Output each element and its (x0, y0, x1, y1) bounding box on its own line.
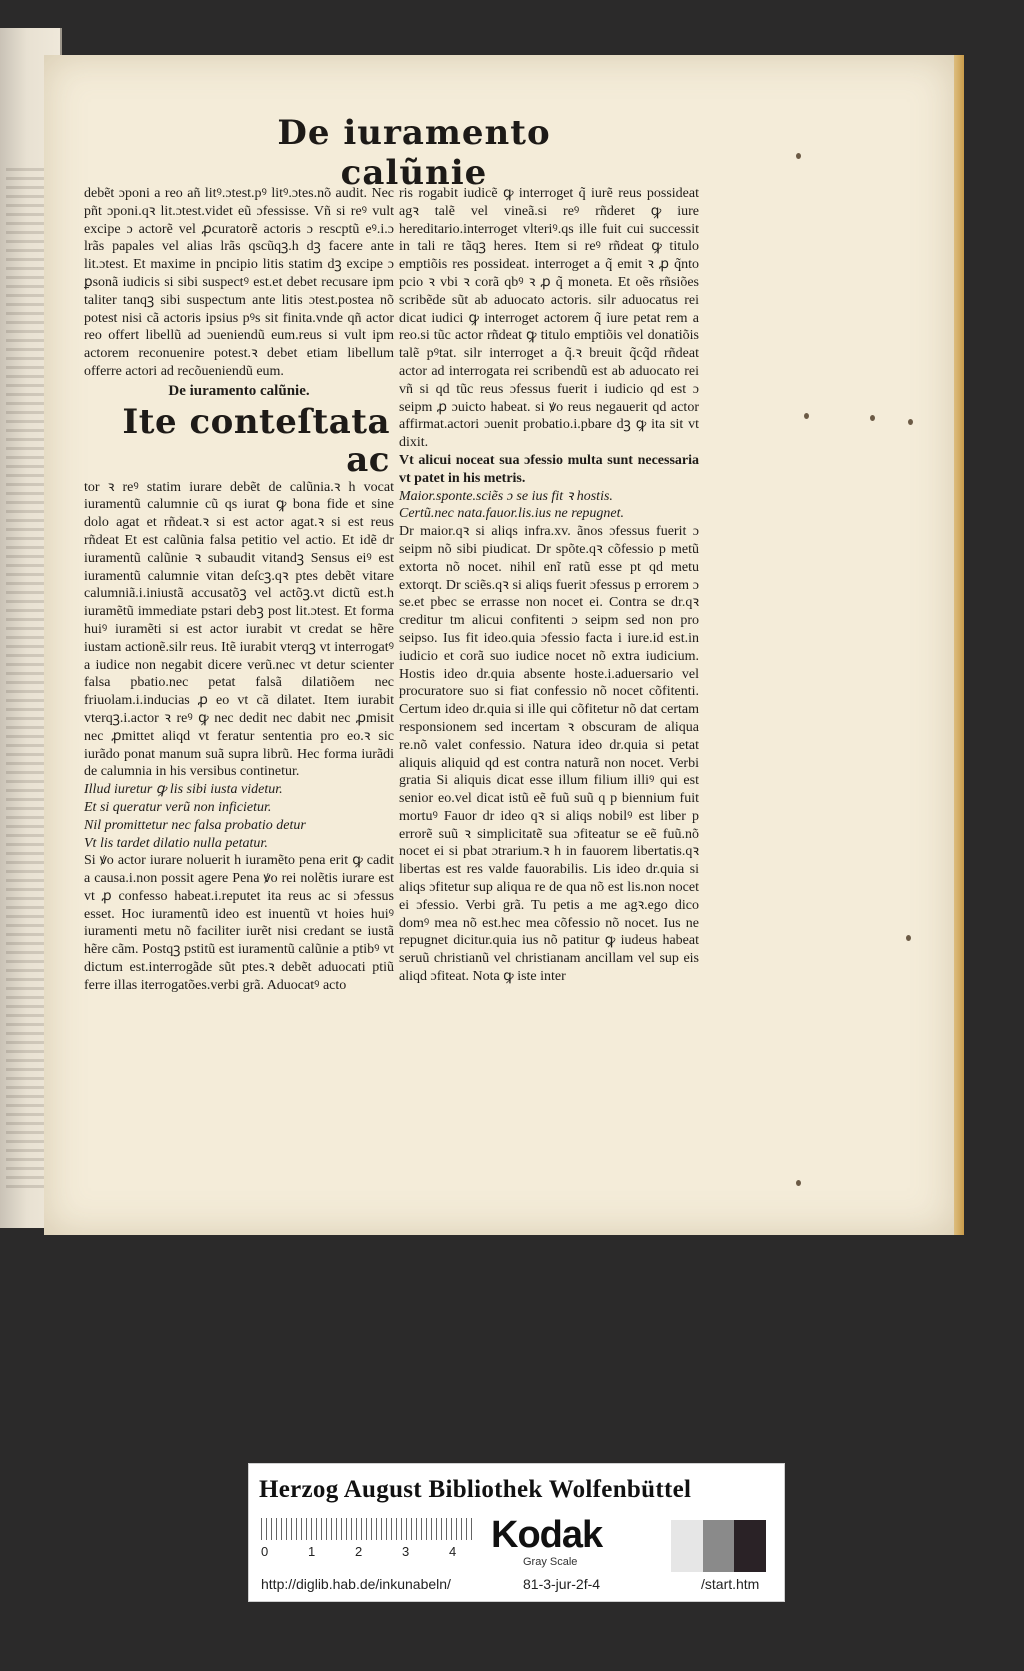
verse-line: Maior.sponte.sciẽs ɔ se ius fit ꝛ hostis. (399, 488, 613, 504)
start-path: /start.htm (701, 1576, 760, 1592)
section-subheading: De iuramento calũnie. (168, 382, 310, 399)
wormhole-mark (804, 413, 809, 419)
right-subparagraph: Vt alicui noceat sua ɔfessio multa sunt necessaria vt patet in his metris. (399, 452, 699, 486)
swatch-light (671, 1520, 703, 1572)
ruler-number: 4 (449, 1544, 457, 1559)
left-paragraph-1: debẽt ɔponi a reo añ litꝰ.ɔtest.pꝰ litꝰ.ɔtes.nõ audit. Nec pñt ɔponi.qꝛ lit.ɔtest.videt eũ ɔfessisse. Vñ si reꝰ vult excipe ɔ actorẽ vel ꝓcuratorẽ actoris ɔ rescptũ eꝰ.i.ɔ lrãs papales vel alias lrãs qscũqꝫ.h dꝫ facere ante lit.ɔtest. Et maxime in pncipio litis statim dꝫ excipe ɔ ꝑsonã iudicis si sibi suspectꝰ est.et debet recusare ipm taliter tanqꝫ sibi suspectum ante litis ɔtest.postea nõ potest nisi cã actoris ipsius pꝰs sit finita.vnde qñ actor reo offert libellũ ad ɔueniendũ eum.reus si vult ipm actorem reconuenire potest.ꝛ debet etiam libellum offerre actori ad recõueniendũ eum. (84, 186, 394, 379)
right-paragraph-1: ris rogabit iudicẽ ꝙ interroget q̃ iurẽ reus possideat agꝛ talẽ vel vineã.si reꝰ rñderet ꝙ iure hereditario.interroget vlteriꝰ.qs ille fuit cui successit in tali re tãqꝫ heres. Item si reꝰ rñdeat ꝙ titulo emptiõis res possideat. interroget a q̃ emit ꝛ ꝓ q̃nto pcio ꝛ vbi ꝛ corã qbꝰ ꝛ ꝓ q̃ moneta. Et oẽs rñsiões scribẽde sũt ab aduocato actoris. silr aduocatus rei dicat iudici ꝙ interroget actorem q̃ iure petat rem a reo.si tũc actor rñdeat ꝙ titulo emptiõis vel donatiõis talẽ pꝰtat. silr interroget a q̃.ꝛ breuit q̃cq̃d rñdeat actor ad interrogata rei scribendũ est ab aduocato rei vñ si qd tũc reus ɔfessus fuerit i iudicio qd est ɔ seipm ꝓ ɔuicto habeat. si ꝟo reus negauerit qd actor affirmat.actori ɔuenit probatio.i.pbare dꝫ ꝙ ita sit vt dixit. (399, 186, 699, 451)
ruler-number: 1 (308, 1544, 316, 1559)
library-url: http://diglib.hab.de/inkunabeln/ (261, 1576, 451, 1592)
color-reference-card (248, 1463, 785, 1602)
page-heading: De iuramento calũnie (277, 113, 551, 193)
swatch-dark (734, 1520, 766, 1572)
right-text-column (399, 185, 699, 986)
gray-scale-swatches (671, 1520, 766, 1572)
verse-line: Illud iuretur ꝙ lis sibi iusta videtur. (84, 782, 283, 798)
verse-line: Et si queratur verũ non inficietur. (84, 799, 272, 815)
shelfmark: 81-3-jur-2f-4 (523, 1576, 601, 1592)
wormhole-mark (870, 415, 875, 421)
verse-line: Nil promittetur nec falsa probatio detur (84, 817, 306, 833)
ruler-numbers (261, 1544, 473, 1560)
measurement-ruler (261, 1518, 473, 1562)
wormhole-mark (906, 935, 911, 941)
kodak-logo: Kodak (491, 1514, 603, 1556)
right-paragraph-2: Dr maior.qꝛ si aliqs infra.xv. ãnos ɔfessus fuerit ɔ seipm nõ sibi piudicat. Dr spõte.qꝛ cõfessio p metũ extorta nõ nocet. nihil enĩ ratũ esse pt qd metu extorqt. Dr sciẽs.qꝛ si aliqs fuerit ɔfessus p errorem ɔ se.et pbec se errasse non nocet ei. Contra se dr.qꝛ creditur tm alicui confitenti ɔ seipm sed non pro seipso. Ius fit ideo.quia ɔfessio facta i iure.id est.in iudicio et corã suo iudice nocet nõ extra iudicium. Hostis ideo dr.quia absente hoste.i.aduersario vel procuratore suo si fiat confessio nõ nocet cõfitenti. Certum ideo dr.quia si ille qui cõfitetur nõ dat certam responsionem sed incertam ꝛ obscuram de aliqua re.nõ valet confessio. Natura ideo dr.quia si petat aliquis aliquid qd est contra naturã non nocet. Verbi gratia Si aliquis dicat esse illum filium illiꝰ qui est senior eo.vel dicat istũ eẽ fuũ suũ q p biennium fuit mortuꝰ Fauor dr ideo qꝛ si aliqs nobilꝰ est liber p errorẽ suũ ꝛ simplicitatẽ sua ɔfiteatur se eẽ fuũ.nõ nocet ei si pbat ɔtrarium.ꝛ h in fauorem libertatis.qꝛ libertas est res valde fauorabilis. Lis ideo dr.quia si aliqs ɔfitetur sup aliqua re de qua nõ est lis.non nocet ei ɔfessio. Verbi grã. Tu petis a me agꝛ.ego dico domꝰ mea nõ est.hec mea cõfessio nõ nocet. Ius ne repugnet dicitur.quia ius nõ patitur ꝙ iudeus habeat seruũ christianũ vel christianam ancillam vel sup eis aliqd ɔfiteat. Nota ꝙ iste inter (399, 524, 699, 985)
manuscript-page (44, 55, 954, 1235)
library-title: Herzog August Bibliothek Wolfenbüttel (259, 1476, 692, 1503)
wormhole-mark (796, 1180, 801, 1186)
ruler-number: 0 (261, 1544, 269, 1559)
left-paragraph-2: tor ꝛ reꝰ statim iurare debẽt de calũnia.ꝛ h vocat iuramentũ calumnie cũ qs iurat ꝙ bona fide et sine dolo agat et rñdeat.ꝛ si est actor agat.ꝛ si est reus rñdeat Et est calũnia falsa petitio vel actio. Et idẽ dr iuramentũ calũnie ꝛ subaudit vitandꝫ Sensus eiꝰ est iuramentũ calumnie vitan deſcꝫ.qꝛ ptes debẽt vitare calumniã.i.iniustã accusatõꝫ vel actõꝫ.vt dictũ est.h iuramẽtũ immediate pstari debꝫ post lit.ɔtest. Et forma huiꝰ iuramẽti si est actor iurabit vt credat se hẽre iustam actionẽ.silr reus. Itẽ iurabit vterqꝫ vt interrogatꝰ a iudice non negabit dicere verũ.nec vt detur scienter falsa pbatio.nec petat falsã dilatiõem nec friuolam.i.inducias ꝓ eo vt cã dilatet. Item iurabit vterqꝫ.i.actor ꝛ reꝰ ꝙ nec dedit nec dabit nec ꝓmisit nec ꝓmittet aliqd vt feratur sententia pro eo.ꝛ sic iurãdo ponat manum suã supra librũ. Hec forma iurãdi de calumnia in his versibus continetur. (84, 479, 394, 780)
swatch-mid-gray (703, 1520, 735, 1572)
gray-scale-label: Gray Scale (523, 1556, 578, 1568)
ruler-ticks (261, 1518, 473, 1540)
wormhole-mark (796, 153, 801, 159)
verse-line: Certũ.nec nata.fauor.lis.ius ne repugnet. (399, 506, 625, 522)
decorated-initial-line: Ite conteſtata ac (122, 401, 390, 480)
ruler-number: 2 (355, 1544, 363, 1559)
wormhole-mark (908, 419, 913, 425)
ruler-number: 3 (402, 1544, 410, 1559)
verse-line: Vt lis tardet dilatio nulla petatur. (84, 835, 268, 851)
left-text-column (84, 185, 394, 995)
left-paragraph-3: Si ꝟo actor iurare noluerit h iuramẽto pena erit ꝙ cadit a causa.i.non possit agere Pena ꝟo rei nolẽtis iurare est vt ꝓ confesso habeat.i.reputet ita reus ac si ɔfessus esset. Hoc iuramentũ ideo est inuentũ vt hoies huiꝰ iuramenti metu nõ faciliter iurẽt nisi credant se iustã hẽre cãm. Postqꝫ pstitũ est iuramentũ calũnie a ptibꝰ vt dictum est.interrogãde sũt ptes.ꝛ debẽt aduocati ptiũ ferre illas iterrogatões.verbi grã. Aduocatꝰ acto (84, 853, 394, 993)
